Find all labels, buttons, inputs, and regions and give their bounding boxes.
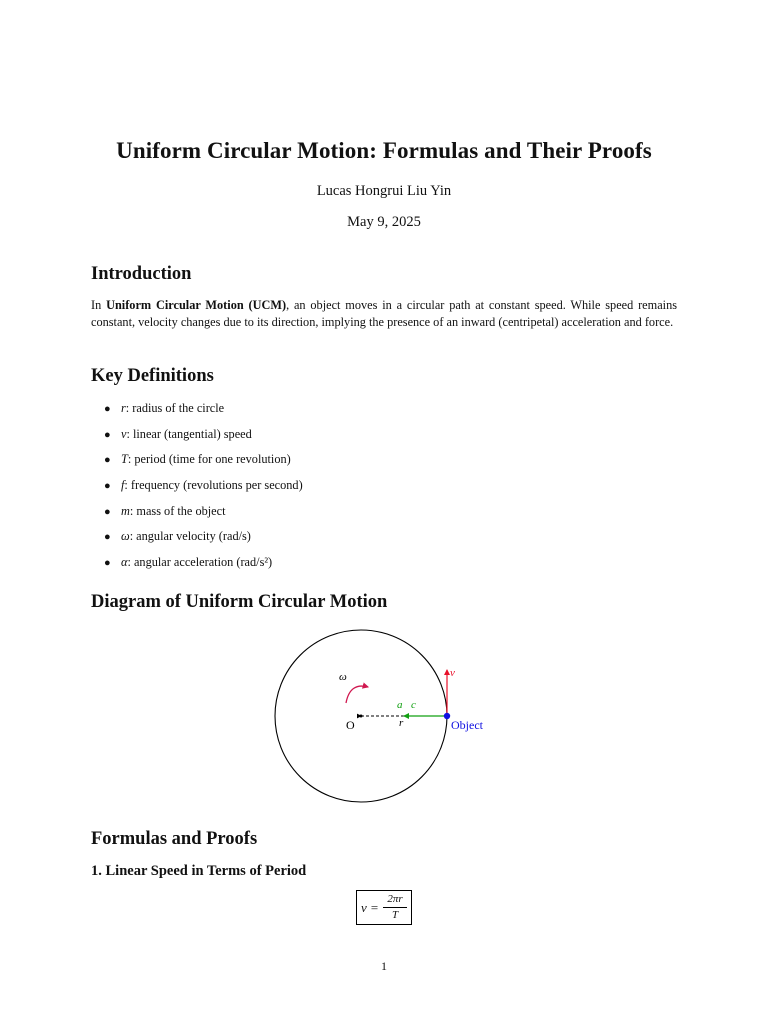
bullet-icon: ●	[104, 557, 111, 570]
bullet-icon: ●	[104, 480, 111, 493]
center-label: O	[346, 718, 355, 732]
bullet-icon: ●	[104, 454, 111, 467]
definition-symbol: f	[121, 478, 125, 493]
formula-numerator: 2πr	[387, 893, 403, 905]
formula-lhs: v =	[361, 900, 379, 915]
formula-fraction	[383, 893, 407, 922]
document-title: Uniform Circular Motion: Formulas and Their Proofs	[116, 138, 652, 163]
formula-linear-speed	[356, 890, 412, 925]
definition-item	[104, 426, 303, 452]
section-heading-diagram: Diagram of Uniform Circular Motion	[91, 592, 388, 612]
definition-symbol: r	[121, 401, 126, 415]
definitions-list	[104, 400, 303, 580]
definition-text: : linear (tangential) speed	[126, 426, 252, 441]
definition-text: : mass of the object	[129, 503, 226, 518]
object-label: Object	[451, 718, 483, 732]
introduction-paragraph	[91, 297, 677, 330]
acceleration-label: a⃗c	[397, 699, 416, 711]
fraction-bar	[383, 907, 407, 908]
radius-label: r	[399, 717, 404, 729]
section-heading-introduction: Introduction	[91, 264, 192, 284]
velocity-label: v⃗	[450, 667, 464, 679]
document-author: Lucas Hongrui Liu Yin	[316, 183, 452, 199]
angular-velocity-arrow	[346, 686, 368, 703]
definition-item	[104, 503, 303, 529]
section-heading-key-definitions: Key Definitions	[91, 366, 214, 386]
page-number: 1	[381, 959, 387, 973]
definition-text: : angular velocity (rad/s)	[129, 529, 251, 544]
definition-symbol: T	[121, 452, 128, 467]
definition-text: : period (time for one revolution)	[127, 452, 291, 467]
section-heading-formulas: Formulas and Proofs	[91, 829, 258, 849]
subsection-heading-linear-speed: 1. Linear Speed in Terms of Period	[91, 863, 307, 879]
definition-item	[104, 554, 303, 580]
definition-text: : frequency (revolutions per second)	[124, 478, 303, 493]
definition-symbol: v	[121, 426, 127, 441]
center-point	[360, 715, 363, 718]
definition-item	[104, 477, 303, 503]
formula-denominator: T	[391, 909, 399, 921]
intro-text-before: In	[91, 298, 107, 312]
bullet-icon: ●	[104, 428, 111, 441]
bullet-icon: ●	[104, 531, 111, 544]
definition-item	[104, 528, 303, 554]
bullet-icon: ●	[104, 403, 111, 415]
object-point	[444, 713, 450, 719]
definition-text: : radius of the circle	[125, 401, 225, 415]
intro-bold-term: Uniform Circular Motion (UCM)	[106, 298, 287, 312]
definition-item	[104, 451, 303, 477]
definition-symbol: m	[121, 503, 130, 518]
circular-motion-diagram	[260, 620, 510, 810]
omega-label: ω	[339, 671, 347, 683]
bullet-icon: ●	[104, 505, 111, 518]
intro-text-after: , an object moves in a circular path at constant speed. While speed remains constant, velocity changes due to its direction, implying the presence of an inward (centripetal) acceleration and force.	[91, 298, 678, 329]
definition-item	[104, 400, 303, 426]
definition-symbol: ω	[121, 529, 130, 544]
definition-symbol: α	[121, 555, 128, 570]
definition-text: : angular acceleration (rad/s²)	[127, 555, 273, 570]
document-date: May 9, 2025	[347, 214, 421, 230]
